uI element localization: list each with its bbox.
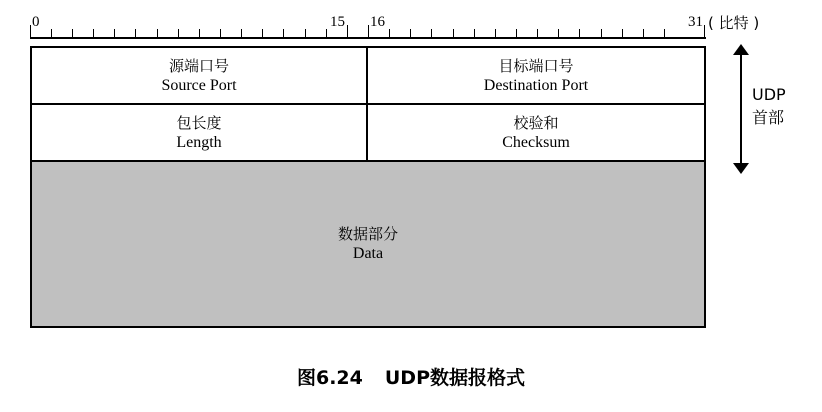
ruler-tick-16 <box>368 25 369 38</box>
ruler-label-31: 31 <box>688 14 703 30</box>
ruler-tick-24 <box>537 29 538 38</box>
ruler-tick-9 <box>220 29 221 38</box>
ruler-tick-19 <box>431 29 432 38</box>
field-source-port-label-cn: 源端口号 <box>168 56 229 75</box>
ruler-tick-0 <box>30 25 31 38</box>
ruler-tick-10 <box>241 29 242 38</box>
length-checksum-row <box>32 105 704 162</box>
bit-ruler <box>30 14 706 38</box>
field-length <box>32 105 368 160</box>
ruler-tick-14 <box>326 29 327 38</box>
ruler-tick-31 <box>704 25 705 38</box>
ruler-tick-20 <box>453 29 454 38</box>
ports-row <box>32 48 704 105</box>
ruler-tick-13 <box>305 29 306 38</box>
ruler-tick-29 <box>643 29 644 38</box>
field-checksum-label-cn: 校验和 <box>513 113 559 132</box>
figure-caption-title: UDP数据报格式 <box>384 367 526 389</box>
ruler-tick-27 <box>601 29 602 38</box>
ruler-tick-17 <box>389 29 390 38</box>
field-length-label-en: Length <box>176 133 222 151</box>
field-destination-port-label-cn: 目标端口号 <box>498 56 574 75</box>
field-data <box>32 162 704 326</box>
ruler-label-16: 16 <box>370 14 385 30</box>
ruler-tick-8 <box>199 29 200 38</box>
field-checksum <box>368 105 704 160</box>
ruler-tick-25 <box>558 29 559 38</box>
ruler-tick-26 <box>579 29 580 38</box>
bit-unit-label: ( 比特 ) <box>708 14 760 32</box>
ruler-tick-7 <box>178 29 179 38</box>
ruler-tick-3 <box>93 29 94 38</box>
field-source-port-label-en: Source Port <box>161 76 237 94</box>
field-data-label-cn: 数据部分 <box>337 225 398 243</box>
ruler-tick-12 <box>283 29 284 38</box>
ruler-label-15: 15 <box>330 14 345 30</box>
field-length-label-cn: 包长度 <box>176 113 222 132</box>
ruler-tick-30 <box>664 29 665 38</box>
field-checksum-label-en: Checksum <box>502 133 570 151</box>
ruler-tick-11 <box>262 29 263 38</box>
udp-header-bracket-label <box>752 83 816 129</box>
udp-header-bracket-label-line1: UDP <box>752 85 786 104</box>
ruler-tick-23 <box>516 29 517 38</box>
udp-header-bracket-line <box>740 52 742 170</box>
ruler-tick-2 <box>72 29 73 38</box>
field-data-label-en: Data <box>352 245 384 262</box>
ruler-tick-4 <box>114 29 115 38</box>
figure-caption-number: 图6.24 <box>296 367 363 389</box>
bracket-arrow-down-icon <box>733 163 749 174</box>
ruler-tick-21 <box>474 29 475 38</box>
field-destination-port-label-en: Destination Port <box>483 76 589 94</box>
ruler-tick-15 <box>347 25 348 38</box>
field-destination-port <box>368 48 704 103</box>
ruler-tick-28 <box>622 29 623 38</box>
ruler-tick-18 <box>410 29 411 38</box>
figure-caption <box>0 366 822 390</box>
ruler-tick-22 <box>495 29 496 38</box>
udp-header-bracket-label-line2: 首部 <box>752 108 785 127</box>
ruler-tick-1 <box>51 29 52 38</box>
ruler-label-0: 0 <box>32 14 40 30</box>
ruler-tick-6 <box>157 29 158 38</box>
ruler-tick-5 <box>135 29 136 38</box>
field-source-port <box>32 48 368 103</box>
packet-structure <box>30 46 706 328</box>
